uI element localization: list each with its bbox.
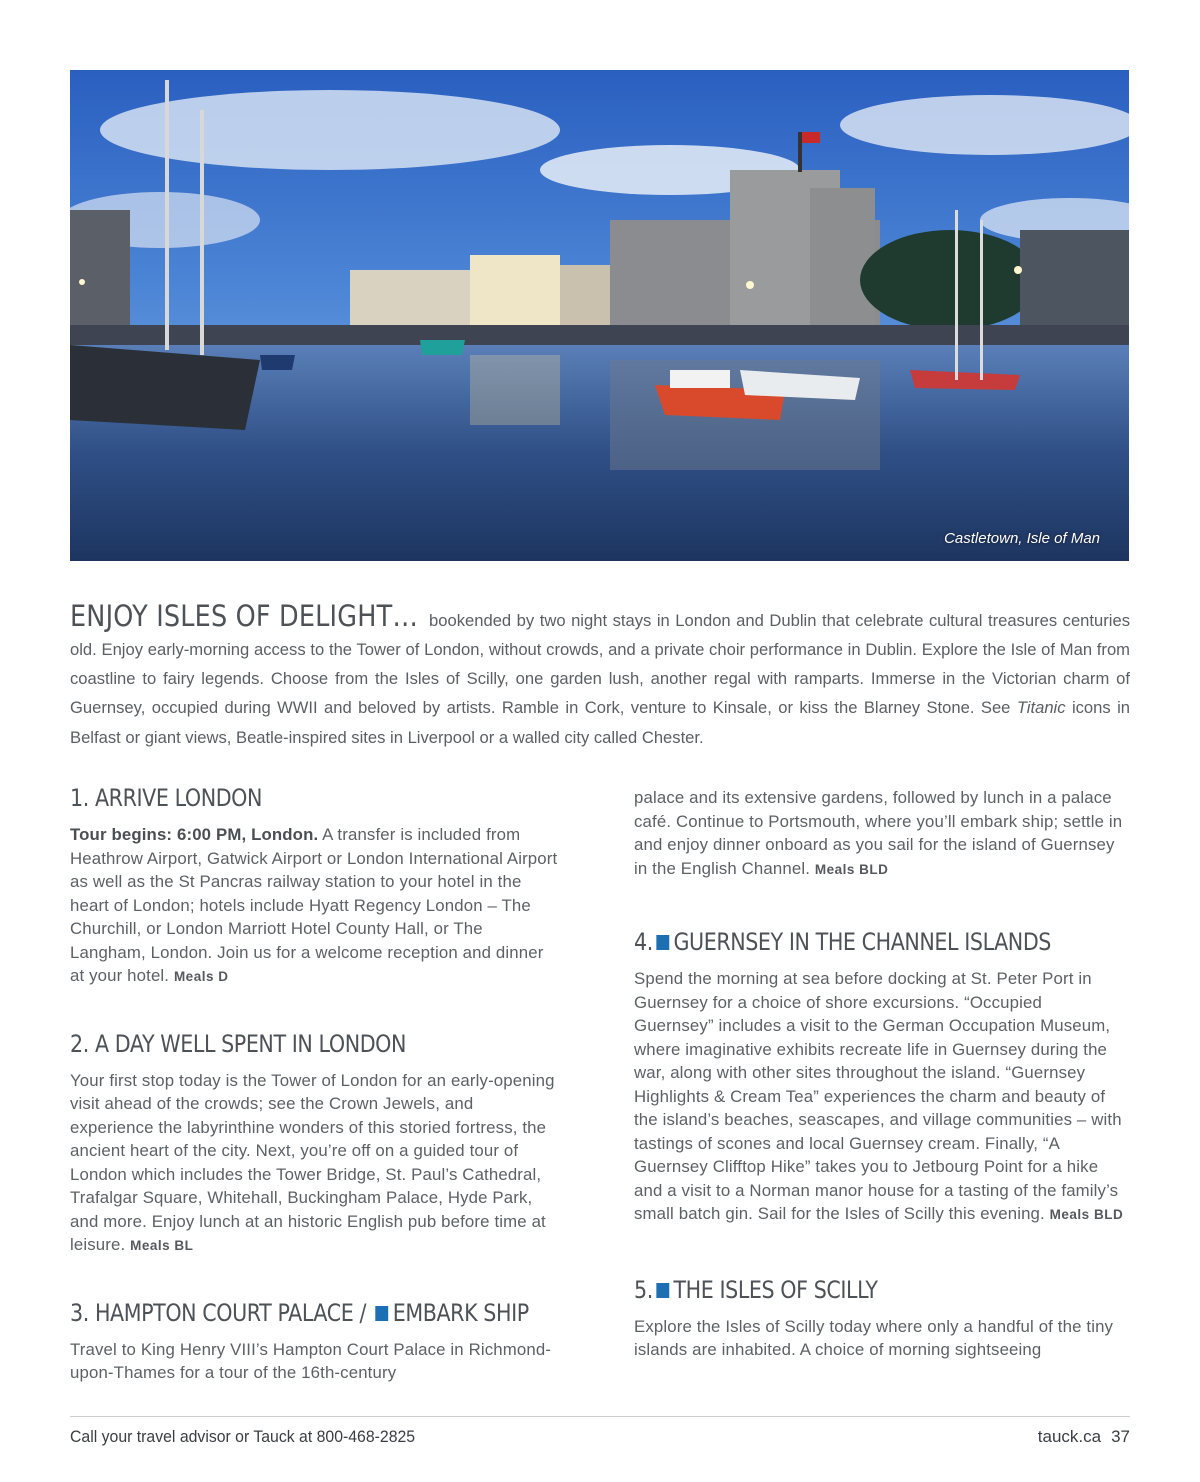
meals-label: Meals BL [130,1238,194,1253]
meals-label: Meals D [173,969,229,984]
day-title: 2. A DAY WELL SPENT IN LONDON [70,1029,407,1058]
intro-text: bookended by two night stays in London and Dublin that celebrate cultural treasures centuries old. Enjoy early-morning access to the Tower of London, without crowds, and a private choir performance in Dublin. Explore the Isle of Man from coastline to fairy legends. Choose from the Isles of Scilly, one garden lush, another regal with ramparts. Immerse in the Victorian charm of Guernsey, occupied during WWII and beloved by artists. Ramble in Cork, venture to Kinsale, or kiss the Blarney Stone. See [70,610,1130,718]
day-2 [70,1029,560,1258]
day-number: 4. [634,928,653,956]
footer-website: tauck.ca [1037,1427,1102,1446]
day-3-continued [634,786,1124,881]
day-number: 5. [634,1275,653,1304]
day-body: Spend the morning at sea before docking at St. Peter Port in Guernsey for a choice of shore excursions. “Occupied Guernsey” includes a visit to the German Occupation Museum, where imaginative exhibits recreate life in Guernsey during the war, along with other sites throughout the island. “Guernsey Highlights & Cream Tea” experiences the charm and beauty of the island’s beaches, seascapes, and village communities – with tastings of scones and local Guernsey cream. Finally, “A Guernsey Clifftop Hike” takes you to Jetbourg Point for a hike and a visit to a Norman manor house for a tasting of the family’s small batch gin. Sail for the Isles of Scilly this evening. [634,969,1122,1223]
intro-emphasis: Titanic [1016,698,1066,718]
day-title [634,927,1055,957]
day-description [70,1069,560,1258]
day-title-part: EMBARK SHIP [392,1298,529,1327]
day-body: palace and its extensive gardens, followed by lunch in a palace café. Continue to Portsmouth, where you’ll embark ship; settle in and enjoy dinner onboard as you sail for the island of Guernsey in the English Channel. [634,788,1123,878]
day-title [634,1275,1055,1305]
day-title-part: THE ISLES OF SCILLY [673,1275,878,1304]
footer-contact: Call your travel advisor or Tauck at 800-468-2825 [70,1427,416,1446]
intro-text-end: icons in Belfast or giant views, Beatle-inspired sites in Liverpool or a walled city called Chester. [70,698,1131,747]
photo-caption: Castletown, Isle of Man [944,530,1100,547]
day-5 [634,1275,1124,1362]
ship-square-icon [656,1283,669,1298]
day-description: Travel to King Henry VIII’s Hampton Court Palace in Richmond-upon-Thames for a tour of the 16th-century [70,1339,552,1382]
meals-label: Meals BLD [1049,1207,1124,1222]
page-number: 37 [1111,1427,1130,1446]
harbour-illustration [70,70,1129,561]
day-1 [70,783,560,989]
day-3 [70,1298,560,1385]
day-description [70,823,560,989]
day-title-part: 3. HAMPTON COURT PALACE / [70,1298,366,1327]
day-title-part: GUERNSEY IN THE CHANNEL ISLANDS [673,928,1051,956]
ship-square-icon [656,935,669,950]
day-title: 1. ARRIVE LONDON [70,784,263,812]
day-title [70,1298,529,1328]
footer-divider [70,1416,1130,1417]
day-description [634,967,1124,1227]
day-description: Explore the Isles of Scilly today where only a handful of the tiny islands are inhabited. A choice of morning sightseeing [634,1316,1114,1359]
tour-begins-label: Tour begins: 6:00 PM, London. [70,825,319,844]
day-body: Your first stop today is the Tower of London for an early-opening visit ahead of the crowds; see the Crown Jewels, and experience the labyrinthine wonders of this storied fortress, the ancient heart of the city. Next, you’re off on a guided tour of London which includes the Tower Bridge, St. Paul’s Cathedral, Trafalgar Square, Whitehall, Buckingham Palace, Hyde Park, and more. Enjoy lunch at an historic English pub before time at leisure. [70,1070,555,1254]
day-4 [634,927,1124,1227]
day-description [634,786,1124,881]
day-body: A transfer is included from Heathrow Airport, Gatwick Airport or London International Airport as well as the St Pancras railway station to your hotel in the heart of London; hotels include Hyatt Regency London – The Churchill, or London Marriott Hotel County Hall, or The Langham, London. Join us for a welcome reception and dinner at your hotel. [70,825,558,985]
hero-photo [70,70,1129,561]
intro-paragraph [70,598,1131,752]
footer-right [1038,1427,1130,1447]
meals-label: Meals BLD [814,861,889,877]
itinerary-left-column [70,783,560,1425]
ship-square-icon [376,1306,389,1321]
itinerary-right-column [634,786,1124,1402]
intro-headline: ENJOY ISLES OF DELIGHT… [70,598,419,633]
